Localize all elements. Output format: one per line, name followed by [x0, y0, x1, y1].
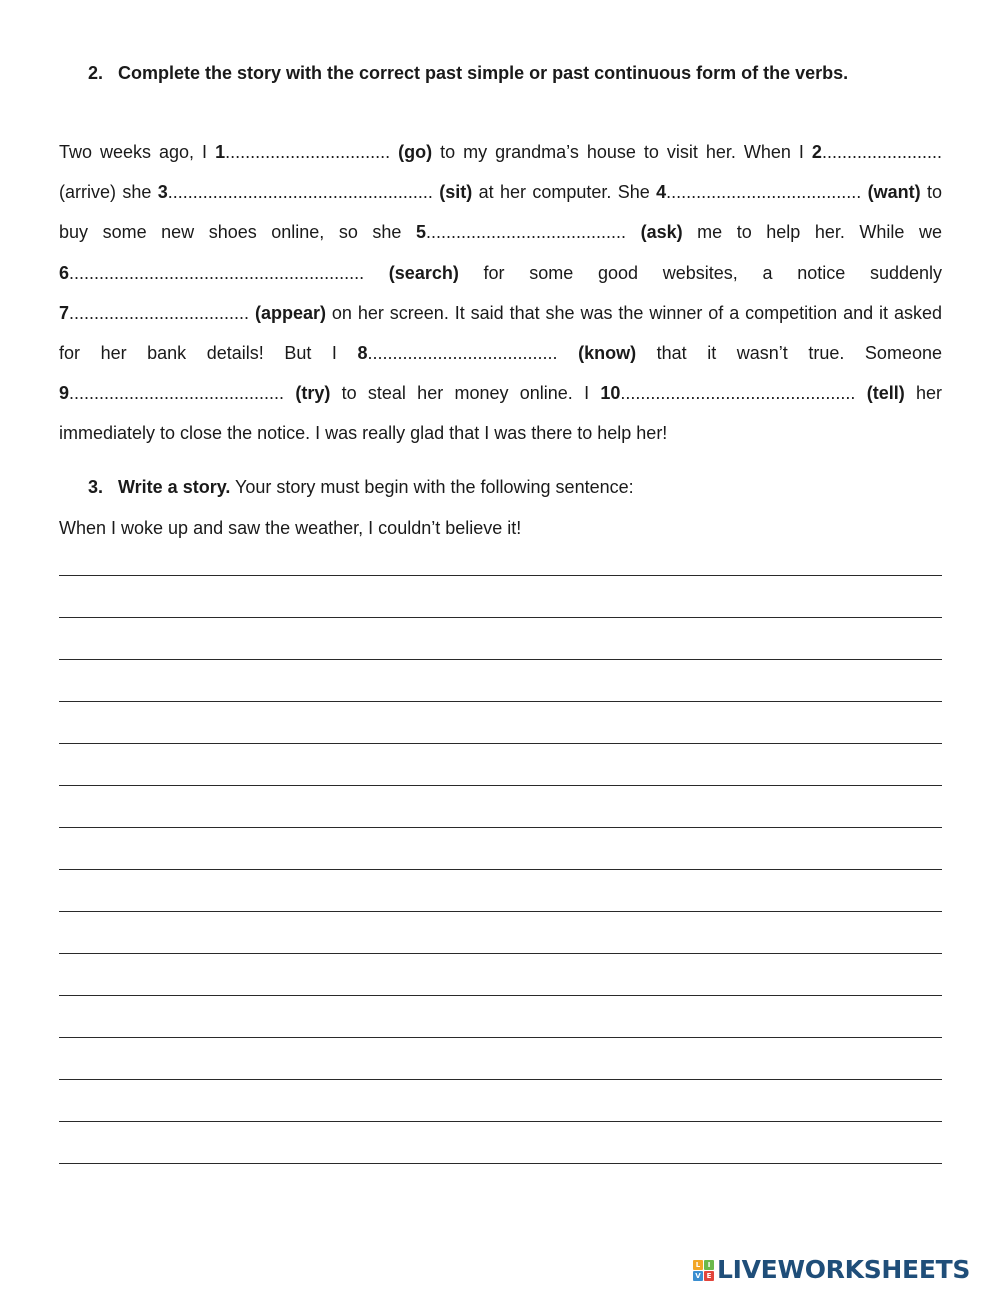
story-text: for some good websites, a notice suddenly	[458, 262, 942, 283]
gap-number: 5	[415, 222, 426, 243]
writing-line[interactable]	[59, 911, 942, 912]
logo-wordmark: LIVEWORKSHEETS	[717, 1255, 971, 1284]
writing-line[interactable]	[59, 575, 942, 576]
answer-blank[interactable]: ........................................	[426, 222, 627, 243]
task-3-heading	[88, 475, 634, 499]
story-text: on her screen. It said that she was the winner of a competition and it asked for her bank details! But I	[59, 302, 942, 364]
task-2-instruction: Complete the story with the correct past simple or past continuous form of the verbs.	[118, 63, 849, 83]
gap-number: 2	[811, 142, 822, 162]
logo-cell-v: V	[693, 1271, 703, 1281]
story-paragraph	[59, 132, 942, 454]
answer-blank[interactable]: .....................................................	[167, 182, 433, 203]
gap-number: 7	[59, 302, 70, 323]
verb-hint: (appear)	[254, 302, 326, 323]
writing-line[interactable]	[59, 869, 942, 870]
answer-blank[interactable]: .......................................	[666, 182, 862, 203]
gap-number: 8	[357, 343, 368, 364]
answer-blank[interactable]: ...........................................................	[69, 262, 365, 283]
story-text: me to help her. While we	[682, 222, 942, 243]
story-text: to buy some new shoes online, so she	[59, 182, 942, 243]
story-text: at her computer. She	[472, 182, 657, 203]
story-text: her immediately to close the notice. I was really glad that I was there to help her!	[59, 383, 942, 444]
gap-number: 1	[215, 142, 226, 162]
verb-hint: (search)	[388, 262, 459, 283]
liveworksheets-logo-icon	[693, 1260, 714, 1281]
verb-hint: (sit)	[439, 182, 473, 203]
writing-line[interactable]	[59, 995, 942, 996]
logo-cell-e: E	[704, 1271, 714, 1281]
task-3-instruction-bold: Write a story.	[118, 477, 231, 497]
writing-line[interactable]	[59, 785, 942, 786]
writing-line[interactable]	[59, 1163, 942, 1164]
task-3-number: 3.	[88, 477, 104, 497]
writing-line[interactable]	[59, 953, 942, 954]
gap-number: 4	[656, 182, 667, 203]
verb-hint: (want)	[867, 182, 921, 203]
gap-number: 3	[157, 182, 168, 203]
writing-line[interactable]	[59, 1037, 942, 1038]
verb-hint: (ask)	[640, 222, 683, 243]
writing-line[interactable]	[59, 743, 942, 744]
task-2-heading	[88, 61, 848, 85]
answer-blank[interactable]: ....................................	[69, 302, 250, 323]
story-text	[855, 383, 866, 403]
verb-hint: (tell)	[866, 383, 905, 404]
writing-line[interactable]	[59, 1079, 942, 1080]
logo-cell-l: L	[693, 1260, 703, 1270]
answer-blank[interactable]: ...............................................	[620, 383, 856, 404]
story-text: to steal her money online. I	[330, 383, 601, 404]
story-text: Two weeks ago, I	[59, 142, 216, 162]
liveworksheets-logo	[693, 1255, 970, 1285]
answer-blank[interactable]: .................................	[225, 142, 391, 162]
story-text	[284, 383, 295, 403]
logo-cell-i: I	[704, 1260, 714, 1270]
answer-blank[interactable]: ...........................................	[69, 383, 285, 404]
writing-line[interactable]	[59, 701, 942, 702]
story-text	[390, 142, 398, 162]
answer-blank[interactable]: ......................................	[367, 343, 558, 364]
story-text	[626, 222, 641, 242]
writing-line[interactable]	[59, 659, 942, 660]
verb-hint: (know)	[578, 343, 637, 364]
story-prompt-sentence: When I woke up and saw the weather, I couldn’t believe it!	[59, 518, 522, 538]
gap-number: 10	[600, 383, 621, 404]
writing-line[interactable]	[59, 827, 942, 828]
task-2-number: 2.	[88, 63, 104, 83]
verb-hint: (go)	[398, 142, 433, 162]
gap-number: 6	[59, 262, 70, 283]
story-text: that it wasn’t true. Someone	[636, 343, 942, 364]
answer-blank[interactable]: ........................	[821, 142, 942, 162]
gap-number: 9	[59, 383, 70, 404]
writing-line[interactable]	[59, 1121, 942, 1122]
writing-line[interactable]	[59, 617, 942, 618]
story-text	[558, 343, 579, 363]
story-text	[364, 263, 389, 283]
task-3-instruction-rest: Your story must begin with the following sentence:	[230, 477, 634, 497]
story-text: to my grandma’s house to visit her. When I	[432, 142, 812, 162]
story-text: (arrive) she	[59, 182, 158, 203]
verb-hint: (try)	[295, 383, 331, 404]
